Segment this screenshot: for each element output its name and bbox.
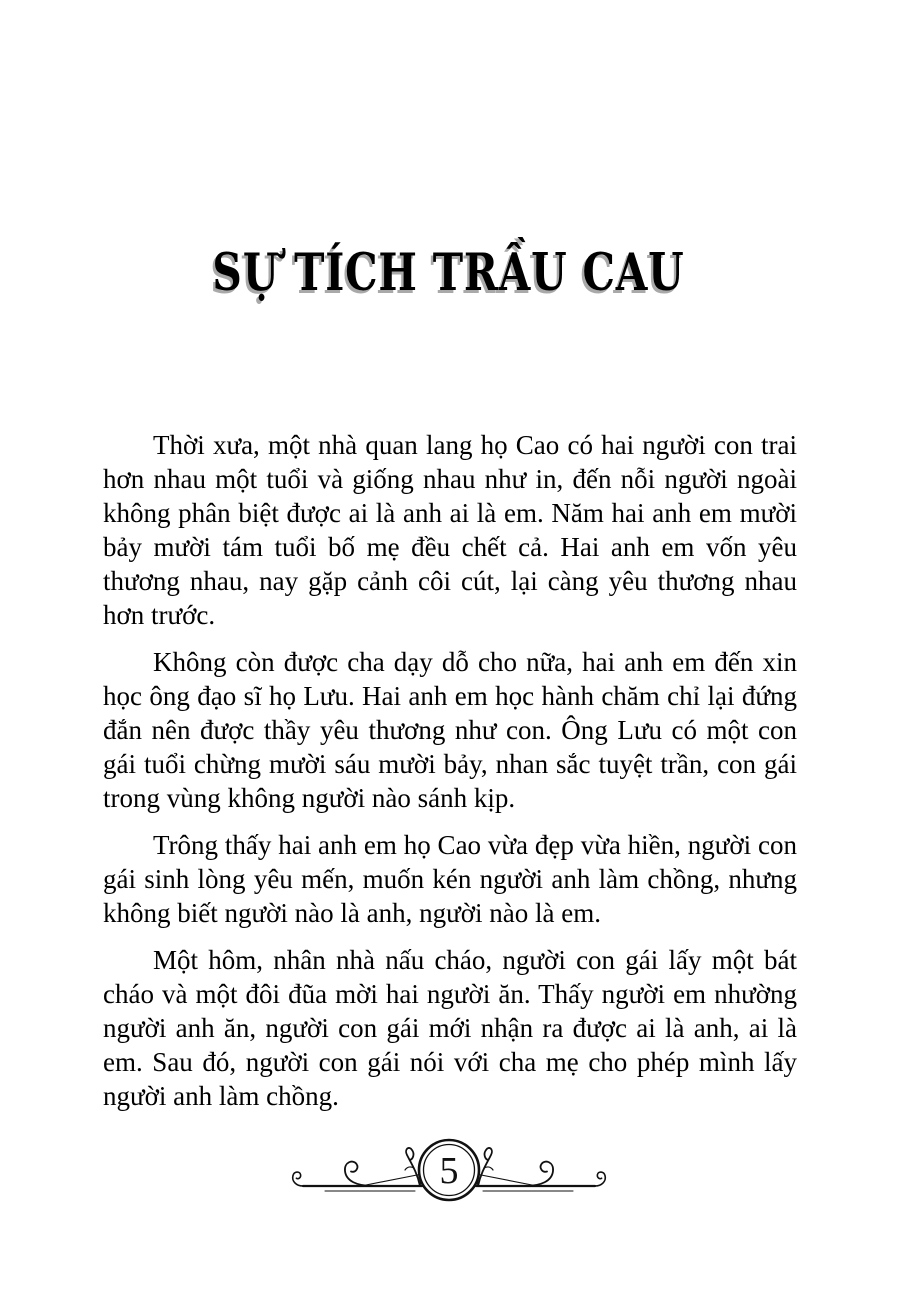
- footer-ornament: [0, 1126, 897, 1218]
- flourish-ornament-icon: [289, 1126, 609, 1218]
- page-title: SỰ TÍCH TRẦU CAU: [212, 243, 685, 303]
- story-text: [103, 428, 797, 1113]
- page-number: 5: [439, 1150, 458, 1192]
- paragraph-2: Không còn được cha dạy dỗ cho nữa, hai anh em đến xin học ông đạo sĩ họ Lưu. Hai anh em học hành chăm chỉ lại đứng đắn nên được thầy yêu thương như con. Ông Lưu có một con gái tuổi chừng mười sáu mười bảy, nhan sắc tuyệt trần, con gái trong vùng không người nào sánh kịp.: [103, 647, 797, 813]
- paragraph-1: Thời xưa, một nhà quan lang họ Cao có hai người con trai hơn nhau một tuổi và giống nhau như in, đến nỗi người ngoài không phân biệt được ai là anh ai là em. Năm hai anh em mười bảy mười tám tuổi bố mẹ đều chết cả. Hai anh em vốn yêu thương nhau, nay gặp cảnh côi cút, lại càng yêu thương nhau hơn trước.: [103, 430, 797, 630]
- paragraph-3: Trông thấy hai anh em họ Cao vừa đẹp vừa hiền, người con gái sinh lòng yêu mến, muốn kén người anh làm chồng, nhưng không biết người nào là anh, người nào là em.: [103, 830, 797, 928]
- paragraph-4: Một hôm, nhân nhà nấu cháo, người con gái lấy một bát cháo và một đôi đũa mời hai người ăn. Thấy người em nhường người anh ăn, người con gái mới nhận ra được ai là anh, ai là em. Sau đó, người con gái nói với cha mẹ cho phép mình lấy người anh làm chồng.: [103, 945, 797, 1111]
